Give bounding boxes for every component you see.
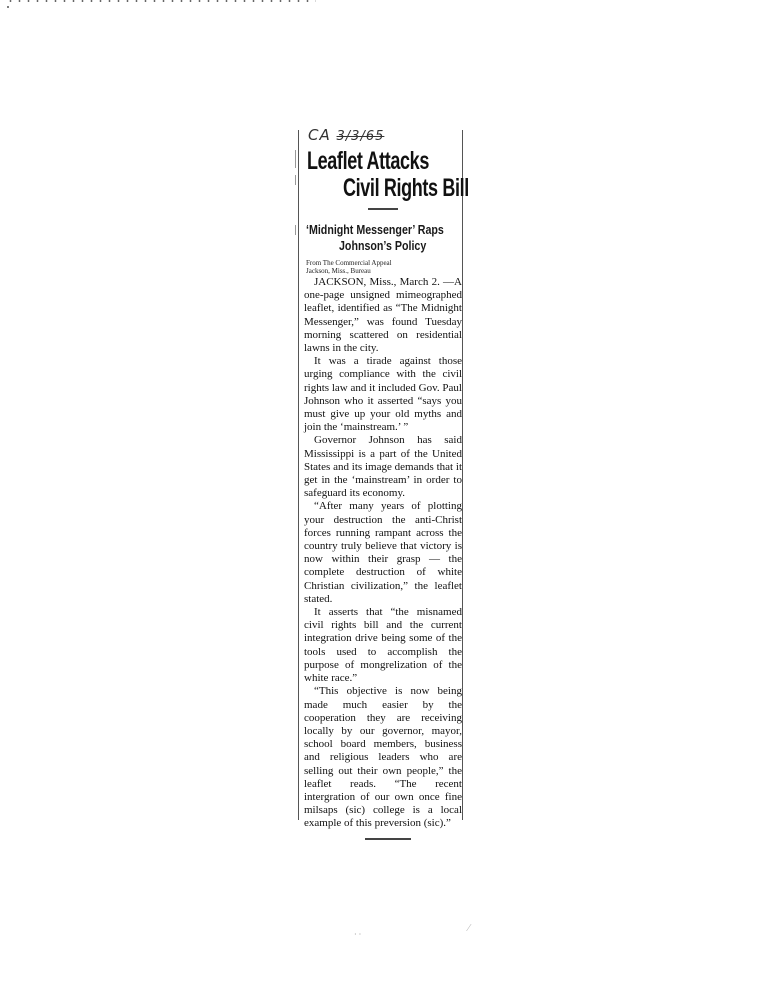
margin-tick (295, 175, 296, 185)
article-body (304, 276, 462, 831)
article-paragraph: It asserts that “the misnamed civil rights bill and the current integration drive being some of the tools used to accomplish the purpose of mongrelization of the white race.” (304, 606, 462, 685)
article-paragraph: “After many years of plotting your destruction the anti-Christ forces running rampant across the country truly believe that victory is now within their grasp — the complete destruction of white Christian civilization,” the leaflet stated. (304, 500, 462, 605)
subheadline-line-2: Johnson’s Policy (339, 238, 427, 253)
end-mark (365, 838, 411, 840)
headline-line-1: Leaflet Attacks (307, 147, 429, 175)
scan-speck: · · (354, 930, 362, 939)
scan-speck (7, 6, 9, 8)
credit-line-1: From The Commercial Appeal (306, 259, 392, 267)
article-paragraph: JACKSON, Miss., March 2. —A one-page unsigned mimeographed leaflet, identified as “The Midnight Messenger,” was found Tuesday morning scattered on residential lawns in the city. (304, 276, 462, 355)
article-paragraph: It was a tirade against those urging compliance with the civil rights law and it included Gov. Paul Johnson who it asserted “says you must give up your old myths and join the ‘mainstream.’ ” (304, 355, 462, 434)
margin-tick (295, 150, 296, 168)
column-rule-left (298, 130, 299, 820)
article-paragraph: Governor Johnson has said Mississippi is a part of the United States and its image demands that it get in the ‘mainstream’ in order to safeguard its economy. (304, 434, 462, 500)
headline-line-2: Civil Rights Bill (343, 174, 469, 202)
handwritten-date: 3/3/65 (336, 129, 385, 144)
margin-tick (295, 225, 296, 235)
scan-dot-border (6, 0, 316, 2)
column-rule-right (462, 130, 463, 820)
article-paragraph: “This objective is now being made much easier by the cooperation they are receiving locally by our governor, mayor, school board members, business and religious leaders who are selling out their own people,” the leaflet reads. “The recent intergration of our own once fine milsaps (sic) college is a local example of this preversion (sic).” (304, 685, 462, 830)
handwritten-code: CA (308, 126, 331, 144)
handwritten-annotation (308, 126, 384, 144)
subheadline-line-1: ‘Midnight Messenger’ Raps (306, 222, 444, 237)
source-credit (306, 259, 392, 275)
credit-line-2: Jackson, Miss., Bureau (306, 267, 371, 275)
scan-speck: ⁄ (468, 923, 470, 934)
headline-divider (368, 208, 398, 210)
